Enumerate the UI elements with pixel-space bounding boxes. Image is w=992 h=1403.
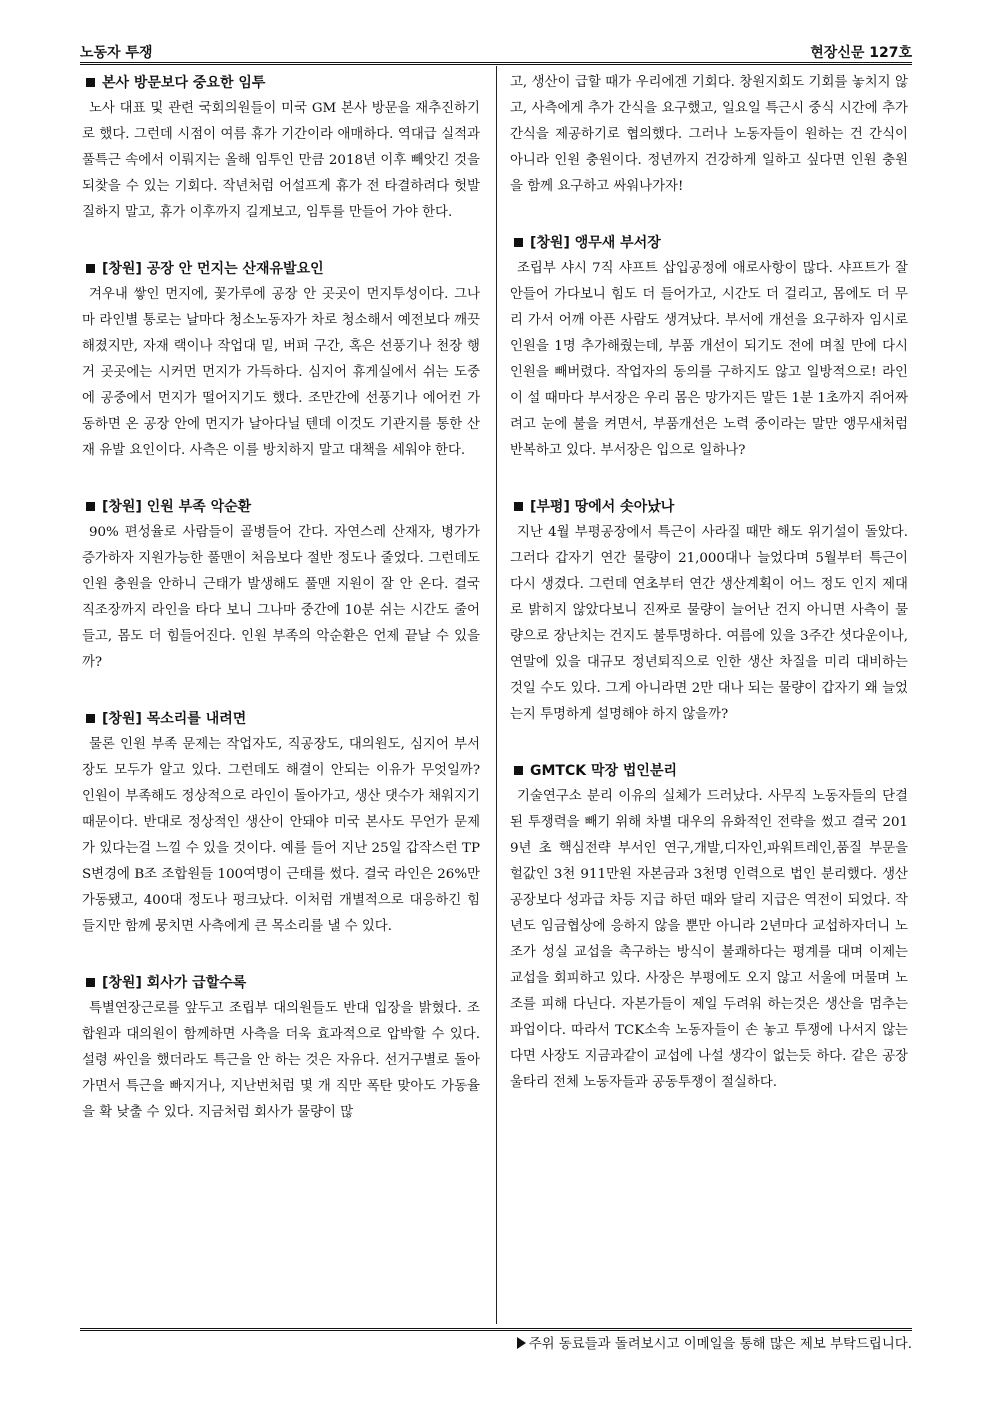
article-body: 겨우내 쌓인 먼지에, 꽃가루에 공장 안 곳곳이 먼지투성이다. 그나마 라인별 통로는 날마다 청소노동자가 차로 청소해서 예전보다 깨끗해졌지만, 자재 랙이나 작업대 밑, 버퍼 구간, 혹은 선풍기나 천장 행거 곳곳에는 시커먼 먼지가 가득하다. 심지어 휴게실에서 쉬는 도중에 공중에서 먼지가 떨어지기도 했다. 조만간에 선풍기나 에어컨 가동하면 온 공장 안에 먼지가 날아다닐 텐데 이것도 기관지를 통한 산재 유발 요인이다. 사측은 이를 방치하지 말고 대책을 세워야 한다. — [82, 287, 480, 458]
article-heading — [82, 706, 480, 732]
article-heading — [510, 494, 908, 520]
article-heading — [82, 970, 480, 996]
article-title: [창원] 공장 안 먼지는 산재유발요인 — [102, 261, 324, 277]
article-body: 지난 4월 부평공장에서 특근이 사라질 때만 해도 위기설이 돌았다. 그러다 갑자기 연간 물량이 21,000대나 늘었다며 5월부터 특근이 다시 생겼다. 그런데 연초부터 연간 생산계획이 어느 정도 인지 제대로 밝히지 않았다보니 진짜로 물량이 늘어난 건지 아니면 사측이 물량으로 장난치는 건지도 불투명하다. 여름에 있을 3주간 셧다운이나, 연말에 있을 대규모 정년퇴직으로 인한 생산 차질을 미리 대비하는 것일 수도 있다. 그게 아니라면 2만 대나 되는 물량이 갑자기 왜 늘었는지 투명하게 설명해야 하지 않을까? — [510, 525, 908, 722]
article-body: 고, 생산이 급할 때가 우리에겐 기회다. 창원지회도 기회를 놓치지 않고, 사측에게 추가 간식을 요구했고, 일요일 특근시 중식 시간에 추가 간식을 제공하기로 협의했다. 그러나 노동자들이 원하는 건 간식이 아니라 인원 충원이다. 정년까지 건강하게 일하고 싶다면 인원 충원을 함께 요구하고 싸워나가자! — [510, 75, 908, 194]
article-title: [창원] 회사가 급할수록 — [102, 975, 247, 991]
article-heading — [82, 70, 480, 96]
article-heading — [82, 494, 480, 520]
article-body: 기술연구소 분리 이유의 실체가 드러났다. 사무직 노동자들의 단결된 투쟁력을 빼기 위해 차별 대우의 유화적인 전략을 썼고 결국 2019년 초 핵심전략 부서인 연구,개발,디자인,파워트레인,품질 부문을 헐값인 3천 911만원 자본금과 3천명 인력으로 법인 분리했다. 생산공장보다 성과급 차등 지급 하던 때와 달리 지급은 역전이 되었다. 작년도 임금협상에 응하지 않을 뿐만 아니라 2년마다 교섭하자더니 노조가 성실 교섭을 촉구하는 방식이 불쾌하다는 평계를 대며 이제는 교섭을 회피하고 있다. 사장은 부평에도 오지 않고 서울에 머물며 노조를 피해 다닌다. 자본가들이 제일 두려워 하는것은 생산을 멈추는 파업이다. 따라서 TCK소속 노동자들이 손 놓고 투쟁에 나서지 않는다면 사장도 지금과같이 교섭에 나설 생각이 없는듯 하다. 같은 공장울타리 전체 노동자들과 공동투쟁이 절실하다. — [510, 789, 908, 1090]
left-column — [82, 70, 480, 1320]
right-column — [510, 70, 908, 1320]
square-bullet-icon — [86, 714, 95, 723]
footer-text: 주위 동료들과 돌려보시고 이메일을 통해 많은 제보 부탁드립니다. — [528, 1337, 912, 1352]
article-factory-dust — [82, 256, 480, 464]
newspaper-section-title: 노동자 투쟁 — [80, 45, 153, 61]
article-raise-voice — [82, 706, 480, 940]
triangle-pointer-icon — [517, 1337, 526, 1349]
square-bullet-icon — [514, 502, 523, 511]
article-title: [창원] 인원 부족 악순환 — [102, 499, 252, 515]
article-heading — [510, 230, 908, 256]
square-bullet-icon — [86, 264, 95, 273]
article-company-urgent — [82, 970, 480, 1126]
article-heading — [82, 256, 480, 282]
page-header — [80, 40, 912, 62]
article-hq-visit — [82, 70, 480, 226]
square-bullet-icon — [514, 766, 523, 775]
column-divider — [496, 66, 497, 1324]
article-company-urgent-continued — [510, 70, 908, 200]
article-staff-shortage — [82, 494, 480, 676]
article-title: GMTCK 막장 법인분리 — [530, 763, 677, 779]
article-heading — [510, 758, 908, 784]
square-bullet-icon — [86, 978, 95, 987]
square-bullet-icon — [86, 78, 95, 87]
footer-rule — [80, 1328, 912, 1331]
article-body: 조립부 샤시 7직 샤프트 삽입공정에 애로사항이 많다. 샤프트가 잘 안들어 가다보니 힘도 더 들어가고, 시간도 더 걸리고, 몸에도 더 무리 가서 어깨 아픈 사람도 생겨났다. 부서에 개선을 요구하자 임시로 인원을 1명 추가해줬는데, 부품 개선이 되기도 전에 며칠 만에 다시 인원을 빼버렸다. 작업자의 동의를 구하지도 않고 일방적으로! 라인이 설 때마다 부서장은 우리 몸은 망가지든 말든 1분 1초까지 쥐어짜려고 눈에 불을 켜면서, 부품개선은 노력 중이라는 말만 앵무새처럼 반복하고 있다. 부서장은 입으로 일하나? — [510, 261, 908, 458]
page-footer — [517, 1334, 912, 1356]
article-title: [창원] 목소리를 내려면 — [102, 711, 247, 727]
header-rule — [80, 62, 912, 65]
article-gmtck-split — [510, 758, 908, 1096]
article-body: 90% 편성율로 사람들이 골병들어 간다. 자연스레 산재자, 병가가 증가하자 지원가능한 풀맨이 처음보다 절반 정도나 줄었다. 그런데도 인원 충원을 안하니 근태가 발생해도 풀맨 지원이 잘 안 온다. 결국 직조장까지 라인을 타다 보니 그나마 중간에 10분 쉬는 시간도 줄어들고, 몸도 더 힘들어진다. 인원 부족의 악순환은 언제 끝날 수 있을까? — [82, 525, 480, 670]
square-bullet-icon — [514, 238, 523, 247]
article-bupyeong-volume — [510, 494, 908, 728]
article-body: 특별연장근로를 앞두고 조립부 대의원들도 반대 입장을 밝혔다. 조합원과 대의원이 함께하면 사측을 더욱 효과적으로 압박할 수 있다. 설령 싸인을 했더라도 특근을 안 하는 것은 자유다. 선거구별로 돌아가면서 특근을 빠지거나, 지난번처럼 몇 개 직만 폭탄 맞아도 가동율을 확 낮출 수 있다. 지금처럼 회사가 물량이 많 — [82, 1001, 480, 1120]
square-bullet-icon — [86, 502, 95, 511]
article-body: 물론 인원 부족 문제는 작업자도, 직공장도, 대의원도, 심지어 부서장도 모두가 알고 있다. 그런데도 해결이 안되는 이유가 무엇일까? 인원이 부족해도 정상적으로 라인이 돌아가고, 생산 댓수가 채워지기 때문이다. 반대로 정상적인 생산이 안돼야 미국 본사도 무언가 문제가 있다는걸 느낄 수 있을 것이다. 예를 들어 지난 25일 갑작스런 TPS변경에 B조 조합원들 100여명이 근태를 썼다. 결국 라인은 26%만 가동됐고, 400대 정도나 펑크났다. 이처럼 개별적으로 대응하긴 힘들지만 함께 뭉치면 사측에게 큰 목소리를 낼 수 있다. — [82, 737, 480, 934]
article-parrot-manager — [510, 230, 908, 464]
article-title: [창원] 앵무새 부서장 — [530, 235, 661, 251]
issue-number: 현장신문 127호 — [810, 45, 912, 61]
article-title: 본사 방문보다 중요한 임투 — [102, 75, 266, 91]
article-body: 노사 대표 및 관련 국회의원들이 미국 GM 본사 방문을 재추진하기로 했다. 그런데 시점이 여름 휴가 기간이라 애매하다. 역대급 실적과 풀특근 속에서 이뤄지는 올해 임투인 만큼 2018년 이후 빼앗긴 것을 되찾을 수 있는 기회다. 작년처럼 어설프게 휴가 전 타결하려다 헛발질하지 말고, 휴가 이후까지 길게보고, 임투를 만들어 가야 한다. — [82, 101, 480, 220]
article-title: [부평] 땅에서 솟아났나 — [530, 499, 675, 515]
